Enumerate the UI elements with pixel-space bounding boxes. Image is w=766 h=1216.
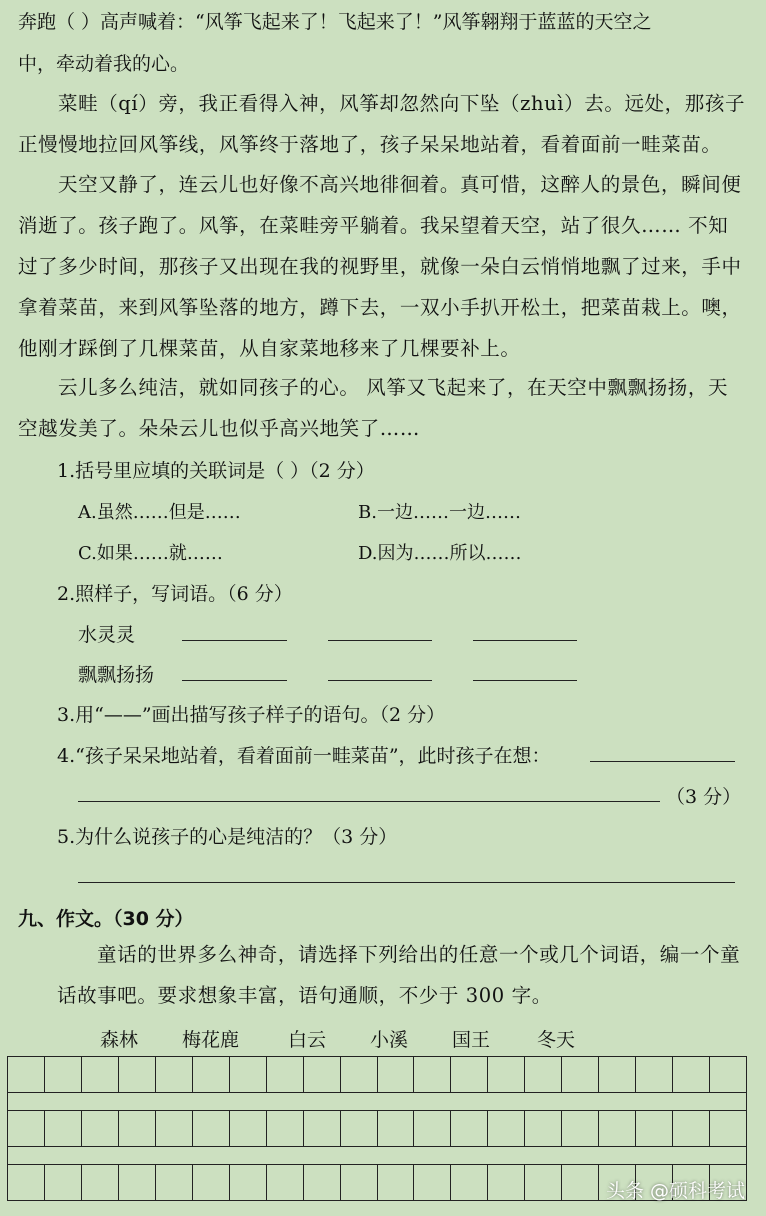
grid-cell[interactable] [304,1165,341,1200]
grid-cell[interactable] [267,1165,304,1200]
grid-cell[interactable] [562,1165,599,1200]
grid-row-gap [7,1093,747,1111]
answer-blank[interactable] [473,662,577,681]
grid-cell[interactable] [525,1165,562,1200]
grid-cell[interactable] [304,1057,341,1092]
grid-cell[interactable] [488,1057,525,1092]
grid-row[interactable] [7,1110,747,1147]
grid-cell[interactable] [378,1111,415,1146]
grid-cell[interactable] [82,1111,119,1146]
grid-cell[interactable] [341,1111,378,1146]
answer-line[interactable] [78,783,660,802]
example-word-1: 水灵灵 [78,624,136,646]
grid-cell[interactable] [562,1057,599,1092]
grid-cell[interactable] [45,1057,82,1092]
answer-line[interactable] [78,864,735,883]
grid-cell[interactable] [304,1111,341,1146]
grid-cell[interactable] [230,1057,267,1092]
grid-cell[interactable] [451,1057,488,1092]
option-d: D.因为……所以…… [358,543,522,564]
grid-cell[interactable] [45,1165,82,1200]
question-4-score: （3 分） [666,786,742,808]
grid-cell[interactable] [82,1165,119,1200]
grid-cell[interactable] [193,1057,230,1092]
grid-cell[interactable] [341,1165,378,1200]
question-5: 5.为什么说孩子的心是纯洁的？（3 分） [57,826,398,848]
option-b: B.一边……一边…… [358,502,521,523]
passage-line-1: 奔跑（ ）高声喊着：“风筝飞起来了！飞起来了！”风筝翱翔于蓝蓝的天空之 [18,11,652,33]
grid-cell[interactable] [8,1165,45,1200]
question-2: 2.照样子，写词语。（6 分） [57,583,293,605]
answer-blank[interactable] [473,622,577,641]
grid-cell[interactable] [45,1111,82,1146]
passage-paragraph-3: 天空又静了，连云儿也好像不高兴地徘徊着。真可惜，这醉人的景色，瞬间便消逝了。孩子跑了。风筝，在菜畦旁平躺着。我呆望着天空，站了很久…… 不知过了多少时间，那孩子又出现在我的视野里，就像一朵白云悄悄地飘了过来，手中拿着菜苗，来到风筝坠落的地方，蹲下去，一双小手扒开松土，把菜苗栽上。噢，他刚才踩倒了几棵菜苗，从自家菜地移来了几棵要补上。 [18,173,742,360]
grid-cell[interactable] [636,1111,673,1146]
grid-cell[interactable] [119,1165,156,1200]
grid-cell[interactable] [119,1111,156,1146]
grid-cell[interactable] [230,1111,267,1146]
grid-cell[interactable] [488,1165,525,1200]
word-option: 白云 [288,1029,327,1051]
grid-cell[interactable] [710,1111,746,1146]
grid-cell[interactable] [636,1057,673,1092]
passage-paragraph-2: 菜畦（qí）旁，我正看得入神，风筝却忽然向下坠（zhuì）去。远处，那孩子正慢慢地拉回风筝线，风筝终于落地了，孩子呆呆地站着，看着面前一畦菜苗。 [18,92,746,156]
example-word-2: 飘飘扬扬 [78,664,155,686]
answer-blank[interactable] [328,662,432,681]
word-option: 国王 [452,1029,491,1051]
option-c: C.如果……就…… [78,543,223,564]
grid-cell[interactable] [230,1165,267,1200]
grid-cell[interactable] [378,1165,415,1200]
grid-cell[interactable] [341,1057,378,1092]
composition-heading: 九、作文。（30 分） [18,908,194,930]
answer-blank[interactable] [182,662,287,681]
grid-cell[interactable] [193,1111,230,1146]
grid-cell[interactable] [156,1111,193,1146]
composition-instructions: 童话的世界多么神奇，请选择下列给出的任意一个或几个词语，编一个童话故事吧。要求想象丰富，语句通顺，不少于 300 字。 [57,943,741,1007]
passage-line-2: 中，牵动着我的心。 [18,53,190,75]
answer-blank[interactable] [182,622,287,641]
question-3: 3.用“——”画出描写孩子样子的语句。（2 分） [57,704,446,726]
grid-cell[interactable] [562,1111,599,1146]
grid-cell[interactable] [451,1165,488,1200]
option-a: A.虽然……但是…… [78,502,241,523]
grid-cell[interactable] [193,1165,230,1200]
grid-cell[interactable] [414,1165,451,1200]
grid-cell[interactable] [119,1057,156,1092]
grid-cell[interactable] [267,1111,304,1146]
grid-cell[interactable] [488,1111,525,1146]
grid-row-gap [7,1147,747,1165]
grid-cell[interactable] [414,1111,451,1146]
grid-row[interactable] [7,1056,747,1093]
grid-cell[interactable] [710,1057,746,1092]
answer-line[interactable] [590,743,735,762]
passage-paragraph-4: 云儿多么纯洁，就如同孩子的心。 风筝又飞起来了，在天空中飘飘扬扬，天空越发美了。朵朵云儿也似乎高兴地笑了…… [18,376,729,440]
grid-cell[interactable] [525,1057,562,1092]
grid-cell[interactable] [525,1111,562,1146]
grid-cell[interactable] [599,1057,636,1092]
grid-cell[interactable] [378,1057,415,1092]
grid-cell[interactable] [673,1057,710,1092]
grid-cell[interactable] [156,1057,193,1092]
question-1: 1.括号里应填的关联词是（ ）（2 分） [57,460,375,482]
watermark: 头条 @硕科考试 [606,1180,746,1202]
grid-cell[interactable] [673,1111,710,1146]
grid-cell[interactable] [267,1057,304,1092]
grid-cell[interactable] [82,1057,119,1092]
grid-cell[interactable] [156,1165,193,1200]
answer-blank[interactable] [328,622,432,641]
grid-cell[interactable] [599,1111,636,1146]
grid-cell[interactable] [451,1111,488,1146]
word-option: 森林 [100,1029,139,1051]
word-option: 冬天 [537,1029,576,1051]
word-option: 梅花鹿 [182,1029,240,1051]
grid-cell[interactable] [414,1057,451,1092]
question-4: 4.“孩子呆呆地站着，看着面前一畦菜苗”，此时孩子在想： [57,745,551,767]
word-option: 小溪 [370,1029,409,1051]
grid-cell[interactable] [8,1111,45,1146]
grid-cell[interactable] [8,1057,45,1092]
